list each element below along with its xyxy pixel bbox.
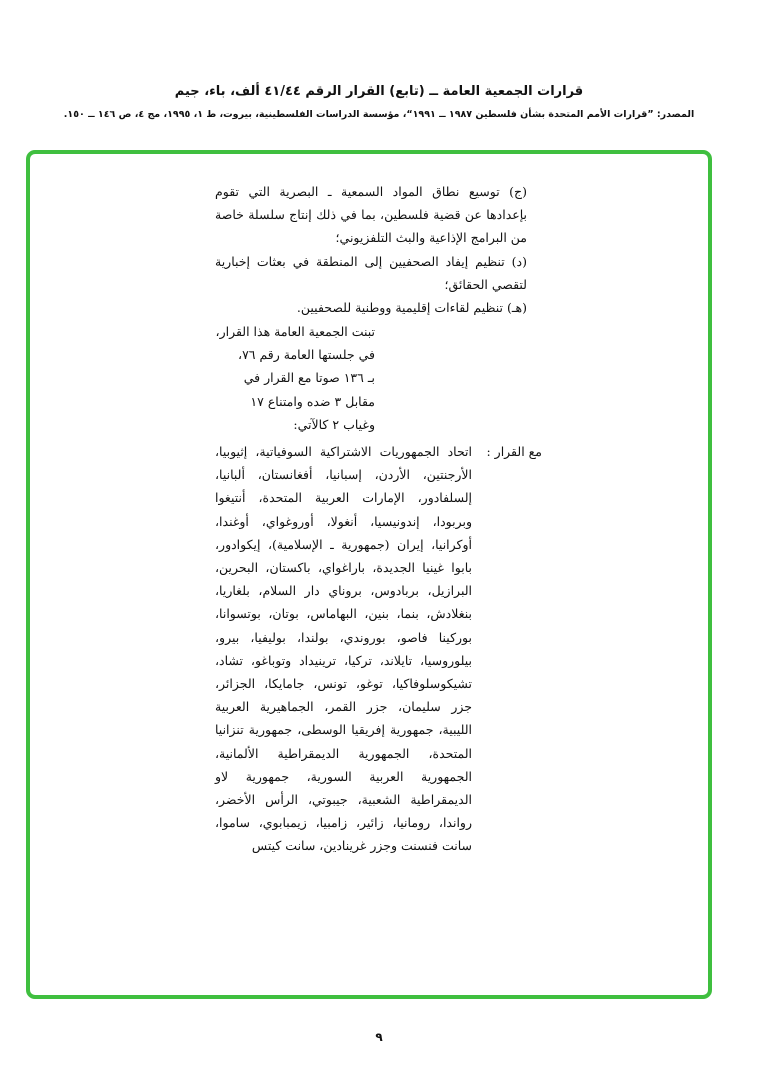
paragraph-d: (د) تنظيم إيفاد الصحفيين إلى المنطقة في بعثات إخبارية لتقصي الحقائق؛ (215, 253, 527, 292)
paragraph-e: (هـ) تنظيم لقاءات إقليمية ووطنية للصحفيين. (296, 300, 527, 316)
countries-in-favour-list: اتحاد الجمهوريات الاشتراكية السوفياتية، إثيوبيا، الأرجنتين، الأردن، إسبانيا، أفغانستان، ألبانيا، إلسلفادور، الإمارات العربية المتحدة، أنتيغوا وبربودا، إندونيسيا، أنغولا، أوروغواي، أوغندا، أوكرانيا، إيران (جمهورية ـ الإسلامية)، إيكوادور، بابوا غينيا الجديدة، باراغواي، باكستان، البحرين، البرازيل، بربادوس، بروناي دار السلام، بلغاريا، بنغلادش، بنما، بنين، البهاماس، بوتان، بوتسوانا، بوركينا فاصو، بوروندي، بولندا، بوليفيا، بيرو، بيلوروسيا، تايلاند، تركيا، ترينيداد وتوباغو، تشاد، تشيكوسلوفاكيا، توغو، تونس، جامايكا، الجزائر، جزر سليمان، جزر القمر، الجماهيرية العربية الليبية، جمهورية إفريقيا الوسطى، جمهورية تنزانيا المتحدة، الجمهورية الديمقراطية الألمانية، الجمهورية العربية السورية، جمهورية لاو الديمقراطية الشعبية، جيبوتي، الرأس الأخضر، رواندا، رومانيا، زائير، زامبيا، زيمبابوي، ساموا، سانت فنسنت وجزر غرينادين، سانت كيتس (215, 444, 472, 854)
page-title: قرارات الجمعية العامة ــ (تابع) القرار الرقم ٤١/٤٤ ألف، باء، جيم (174, 84, 584, 99)
adoption-line: بـ ١٣٦ صوتا مع القرار في (243, 370, 375, 386)
adoption-line: تبنت الجمعية العامة هذا القرار، (215, 324, 375, 339)
paragraph-c: (ج) توسيع نطاق المواد السمعية ـ البصرية التي تقوم بإعدادها عن قضية فلسطين، بما في ذلك إنتاج سلسلة خاصة من البرامج الإذاعية والبث التلفزيوني؛ (215, 184, 527, 246)
page-number: ٩ (375, 1030, 383, 1044)
adoption-note (215, 320, 375, 436)
votes-in-favour-label: مع القرار : (486, 444, 542, 459)
resolution-paragraphs (215, 180, 527, 319)
adoption-line: في جلستها العامة رقم ٧٦، (238, 347, 375, 363)
adoption-line: مقابل ٣ ضده وامتناع ١٧ (250, 393, 375, 409)
adoption-line: وغياب ٢ كالآتي: (293, 416, 375, 432)
source-citation: المصدر: ”قرارات الأمم المتحدة بشأن فلسطين ١٩٨٧ ــ ١٩٩١“، مؤسسة الدراسات الفلسطينية، بيروت، ط ١، ١٩٩٥، مج ٤، ص ١٤٦ ــ ١٥٠. (63, 109, 695, 120)
